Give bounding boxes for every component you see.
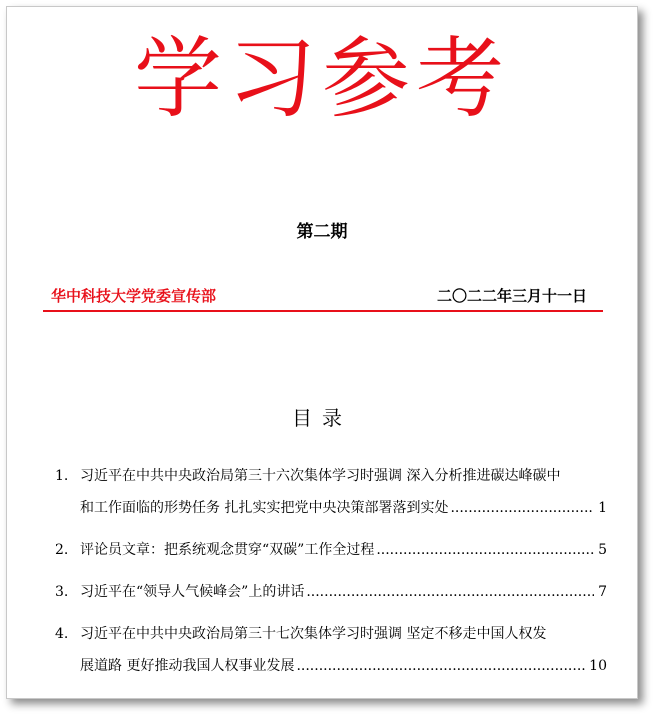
toc-entry-number: 1. xyxy=(55,468,69,484)
toc-entry-title-line1: 习近平在“领导人气候峰会”上的讲话 xyxy=(80,584,305,600)
toc-entry-page: 7 xyxy=(598,584,607,600)
toc-leader-dots xyxy=(306,576,594,608)
toc-entry-number: 3. xyxy=(55,584,69,600)
toc-entry-title-line1: 习近平在中共中央政治局第三十六次集体学习时强调 深入分析推进碳达峰碳中 xyxy=(80,468,561,484)
publisher-name: 华中科技大学党委宣传部 xyxy=(51,287,217,305)
toc-title: 目录 xyxy=(292,406,352,430)
toc-entry-title-line2: 展道路 更好推动我国人权事业发展 xyxy=(80,658,295,674)
masthead-title: 学习参考 xyxy=(133,27,510,130)
toc-entry-number: 2. xyxy=(55,542,69,558)
toc-leader-dots xyxy=(450,492,594,524)
toc-entry-title-line1: 评论员文章：把系统观念贯穿“双碳”工作全过程 xyxy=(80,542,375,558)
toc-entry[interactable] xyxy=(55,460,607,524)
toc-entry-page: 5 xyxy=(598,542,607,558)
publish-date: 二〇二二年三月十一日 xyxy=(436,287,587,305)
toc-leader-dots xyxy=(376,534,594,566)
table-of-contents xyxy=(55,460,607,682)
toc-entry-title-line2: 和工作面临的形势任务 扎扎实实把党中央决策部署落到实处 xyxy=(80,500,449,516)
issue-number: 第二期 xyxy=(296,222,348,242)
toc-entry[interactable] xyxy=(55,534,607,566)
toc-entry-number: 4. xyxy=(55,626,69,642)
toc-entry-page: 1 xyxy=(598,500,607,516)
document-page xyxy=(6,6,638,699)
toc-entry-title-line1: 习近平在中共中央政治局第三十七次集体学习时强调 坚定不移走中国人权发 xyxy=(80,626,547,642)
header-divider xyxy=(43,310,603,312)
toc-entry-page: 10 xyxy=(589,658,607,674)
toc-entry[interactable] xyxy=(55,618,607,682)
toc-leader-dots xyxy=(296,650,585,682)
toc-entry[interactable] xyxy=(55,576,607,608)
